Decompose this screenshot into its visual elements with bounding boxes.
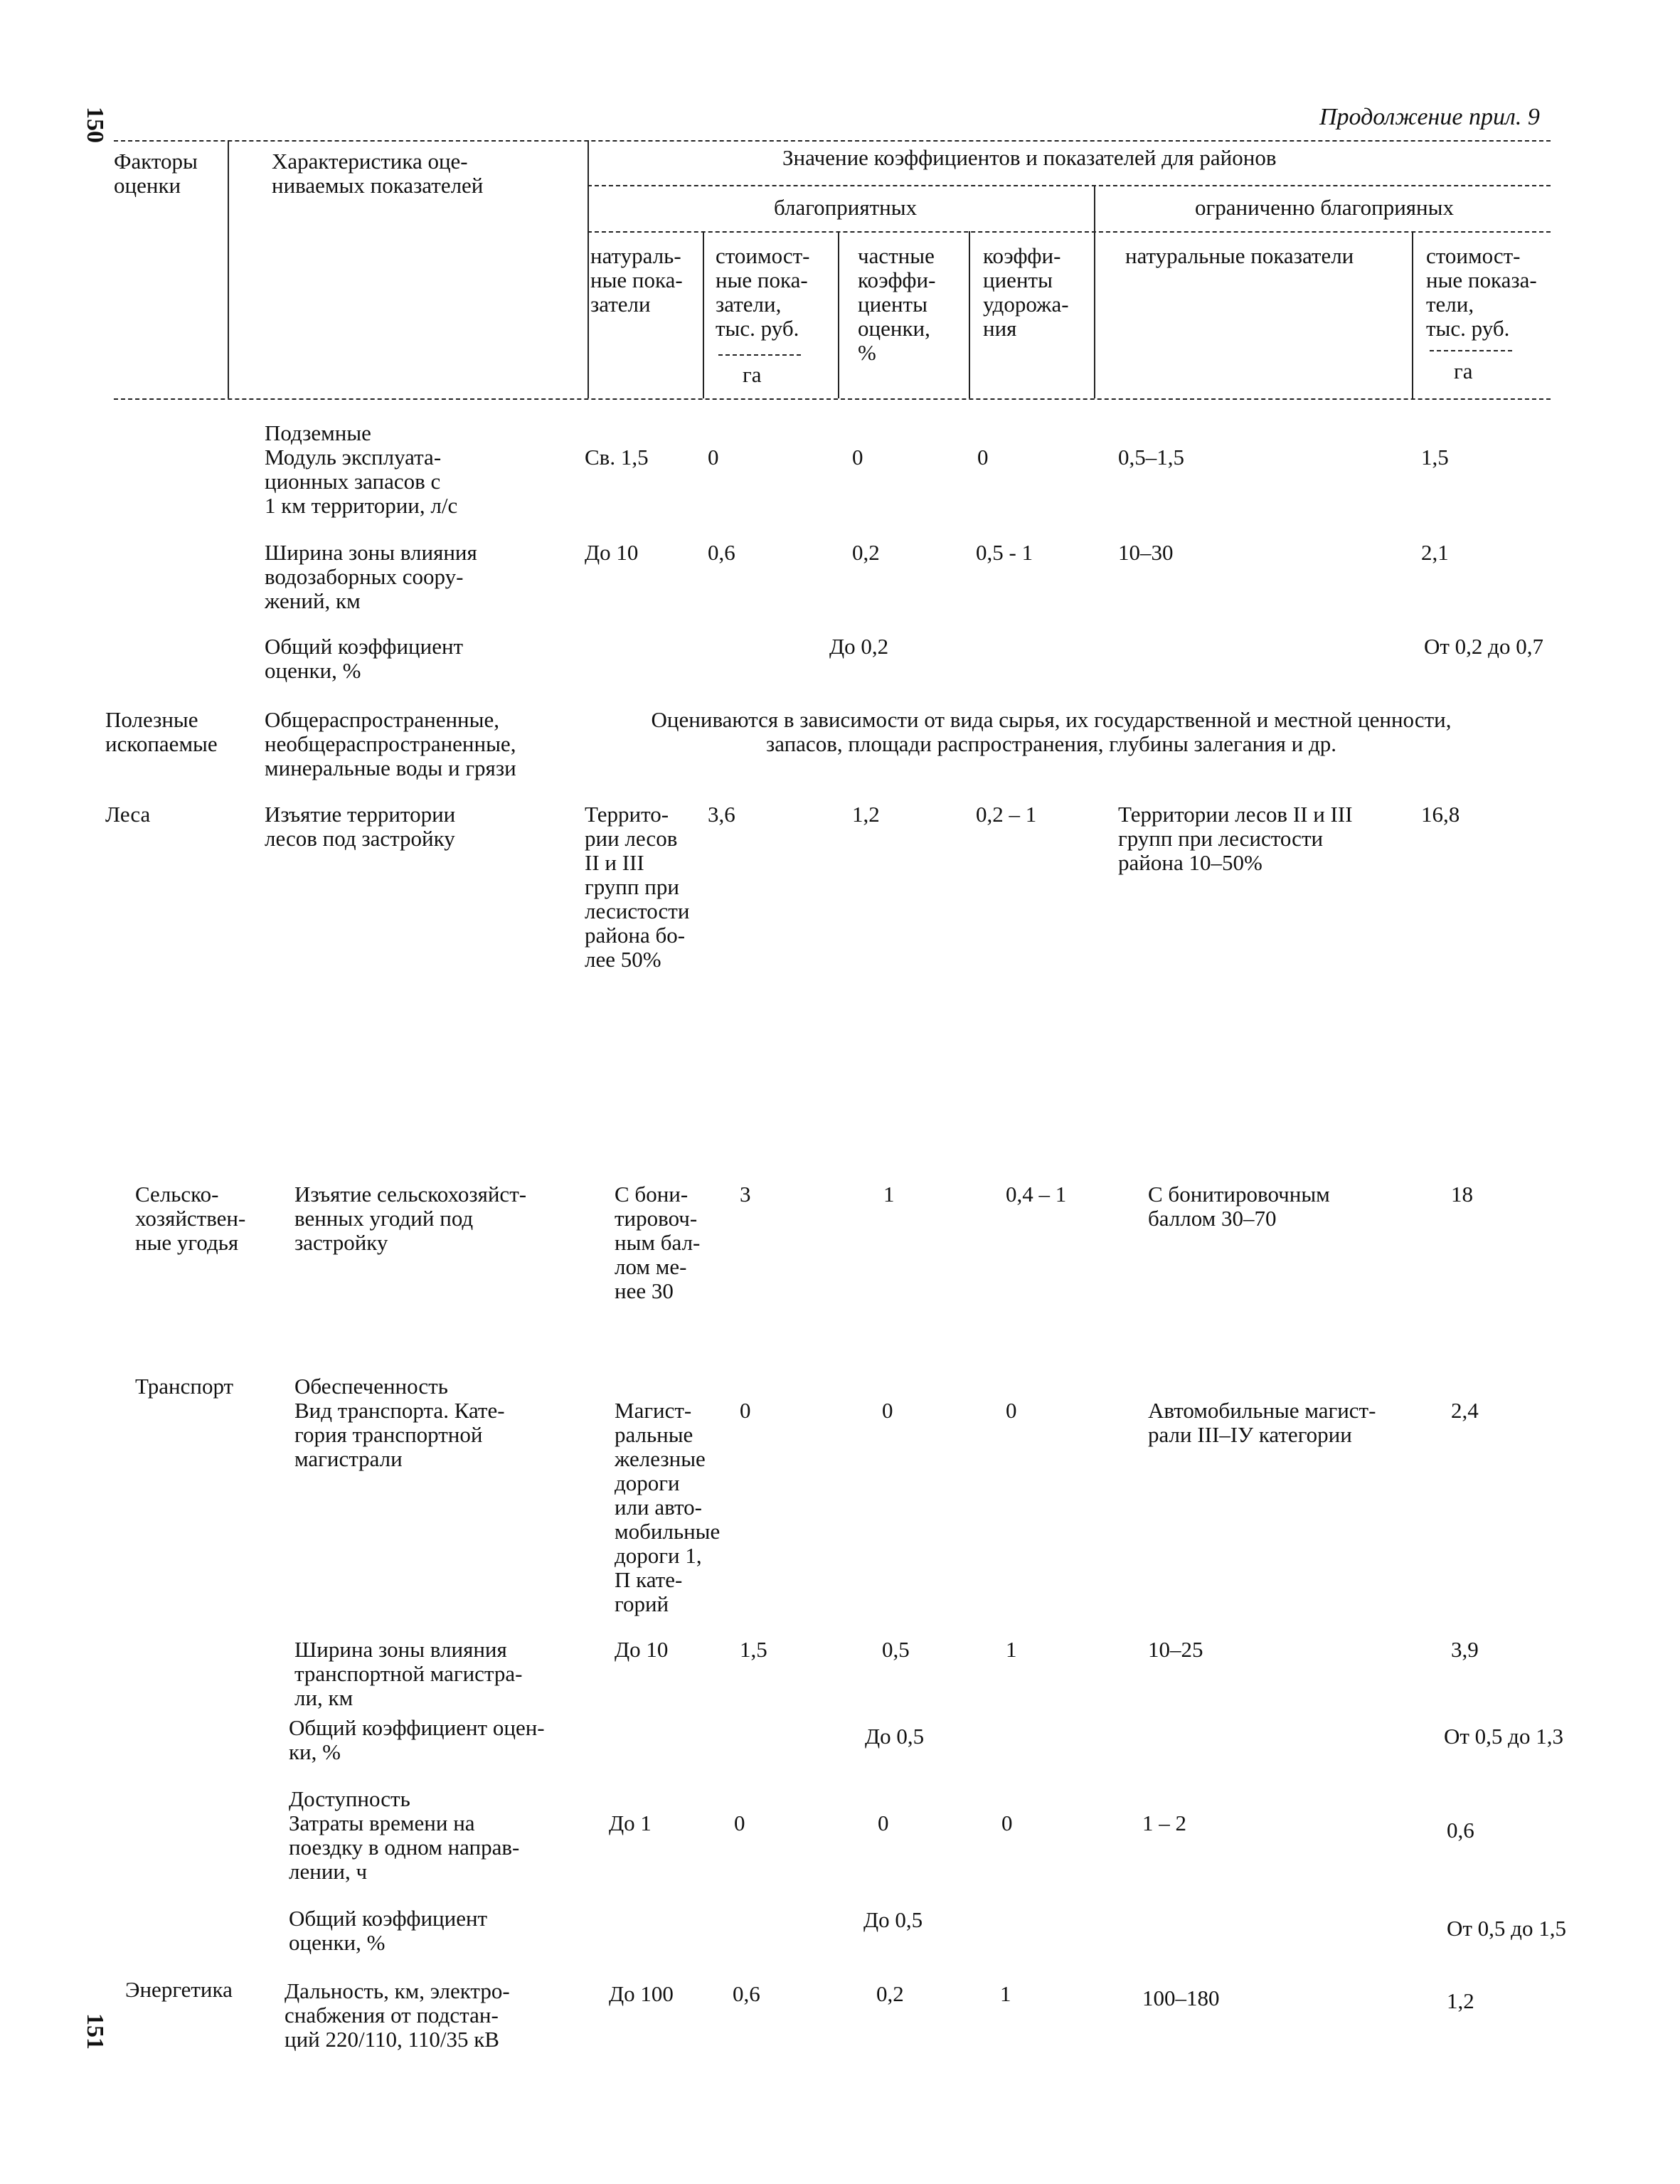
transport-total-favorable: До 0,5	[865, 1724, 925, 1749]
forest-natural: Террито- рии лесов II и III групп при лесистости района бо- лее 50%	[585, 802, 690, 972]
header-col-line-2	[588, 140, 589, 398]
intake-zone-lim-cost: 2,1	[1421, 540, 1449, 565]
access-rise: 0	[1001, 1811, 1013, 1835]
forest-cost: 3,6	[708, 802, 735, 827]
energy-lim-cost: 1,2	[1447, 1988, 1474, 2013]
energy-factor: Энергетика	[125, 1977, 233, 2002]
forest-lim-cost: 16,8	[1421, 802, 1460, 827]
agri-partial: 1	[883, 1182, 895, 1207]
underground-lim-cost: 1,5	[1421, 445, 1449, 470]
agri-rise: 0,4 – 1	[1006, 1182, 1067, 1207]
access-cost: 0	[734, 1811, 745, 1835]
header-top-rule	[114, 140, 1551, 142]
transport-total-char: Общий коэффициент оцен- ки, %	[289, 1715, 545, 1764]
header-rule-3	[588, 231, 1551, 233]
access-char: Доступность Затраты времени на поездку в одном направ- лении, ч	[289, 1786, 520, 1884]
header-rule-2	[588, 185, 1551, 186]
energy-rise: 1	[1000, 1981, 1011, 2006]
minerals-factor: Полезные ископаемые	[105, 707, 218, 756]
transport-factor: Транспорт	[135, 1374, 234, 1399]
transport-zone-natural: До 10	[615, 1637, 669, 1662]
energy-cost: 0,6	[733, 1981, 760, 2006]
water-total-char: Общий коэффициент оценки, %	[265, 634, 464, 683]
access-natural: До 1	[609, 1811, 652, 1835]
access-total-favorable: До 0,5	[863, 1907, 923, 1932]
transport-zone-rise: 1	[1006, 1637, 1017, 1662]
header-natural: натураль- ные пока- затели	[590, 243, 683, 317]
access-lim-cost: 0,6	[1447, 1818, 1474, 1843]
agri-char: Изъятие сельскохозяйст- венных угодий под застройку	[294, 1182, 527, 1255]
agri-lim-cost: 18	[1451, 1182, 1473, 1207]
forest-rise: 0,2 – 1	[976, 802, 1037, 827]
underground-partial: 0	[852, 445, 863, 470]
agri-cost: 3	[740, 1182, 751, 1207]
header-limited: ограниченно благоприяных	[1195, 195, 1454, 220]
header-col-line-4	[838, 231, 839, 398]
transport-total-limited: От 0,5 до 1,3	[1444, 1724, 1563, 1749]
agri-lim-natural: С бонитировочным баллом 30–70	[1148, 1182, 1330, 1231]
header-col-line-1	[228, 140, 229, 398]
underground-rise: 0	[977, 445, 989, 470]
transport-partial: 0	[882, 1398, 893, 1423]
agri-factor: Сельско- хозяйствен- ные угодья	[135, 1182, 246, 1255]
transport-zone-lim-natural: 10–25	[1148, 1637, 1203, 1662]
agri-natural: С бони- тировоч- ным бал- лом ме- нее 30	[615, 1182, 701, 1303]
intake-zone-partial: 0,2	[852, 540, 880, 565]
underground-cost: 0	[708, 445, 719, 470]
forest-lim-natural: Территории лесов II и III групп при лесистости района 10–50%	[1118, 802, 1353, 875]
minerals-char: Общераспространенные, необщераспространенные, минеральные воды и грязи	[265, 707, 516, 780]
header-lim-cost: стоимост- ные показа- тели, тыс. руб.	[1426, 243, 1537, 341]
top-page-number: 150	[82, 107, 108, 143]
header-col-line-5	[969, 231, 970, 398]
intake-zone-cost: 0,6	[708, 540, 735, 565]
access-total-limited: От 0,5 до 1,5	[1447, 1916, 1566, 1941]
header-rise: коэффи- циенты удорожа- ния	[983, 243, 1069, 341]
access-partial: 0	[878, 1811, 889, 1835]
access-total-char: Общий коэффициент оценки, %	[289, 1906, 488, 1955]
energy-char: Дальность, км, электро- снабжения от подстан- ций 220/110, 110/35 кВ	[285, 1978, 510, 2052]
header-cost: стоимост- ные пока- затели, тыс. руб.	[716, 243, 810, 341]
energy-partial: 0,2	[876, 1981, 904, 2006]
forest-factor: Леса	[105, 802, 151, 827]
minerals-note: Оцениваются в зависимости от вида сырья, их государственной и местной ценности, запасов, площади распространения, глубины залегания и др.	[651, 707, 1452, 756]
intake-zone-lim-natural: 10–30	[1118, 540, 1174, 565]
header-characteristic: Характеристика оце- ниваемых показателей	[272, 149, 484, 198]
intake-zone-char: Ширина зоны влияния водозаборных соору- жений, км	[265, 540, 477, 613]
transport-zone-partial: 0,5	[882, 1637, 910, 1662]
energy-natural: До 100	[609, 1981, 674, 2006]
intake-zone-natural: До 10	[585, 540, 639, 565]
header-col-line-6	[1094, 185, 1095, 398]
forest-partial: 1,2	[852, 802, 880, 827]
underground-char: Подземные Модуль эксплуата- ционных запасов с 1 км территории, л/с	[265, 420, 458, 518]
underground-lim-natural: 0,5–1,5	[1118, 445, 1184, 470]
transport-cost: 0	[740, 1398, 751, 1423]
header-favorable: благоприятных	[774, 195, 918, 220]
energy-lim-natural: 100–180	[1142, 1986, 1220, 2010]
continuation-label: Продолжение прил. 9	[1319, 104, 1540, 130]
header-col-line-7	[1412, 231, 1413, 398]
header-lim-cost-rule	[1430, 350, 1512, 351]
header-lim-natural: натуральные показатели	[1125, 243, 1354, 268]
water-total-limited: От 0,2 до 0,7	[1424, 634, 1543, 659]
transport-char: Обеспеченность Вид транспорта. Кате- гория транспортной магистрали	[294, 1374, 505, 1471]
transport-lim-natural: Автомобильные магист- рали III–IУ категории	[1148, 1398, 1376, 1447]
intake-zone-rise: 0,5 - 1	[976, 540, 1033, 565]
transport-zone-lim-cost: 3,9	[1451, 1637, 1479, 1662]
header-factors: Факторы оценки	[114, 149, 198, 198]
forest-char: Изъятие территории лесов под застройку	[265, 802, 456, 851]
transport-zone-char: Ширина зоны влияния транспортной магистра- ли, км	[294, 1637, 523, 1710]
access-lim-natural: 1 – 2	[1142, 1811, 1186, 1835]
transport-rise: 0	[1006, 1398, 1017, 1423]
header-partial: частные коэффи- циенты оценки, %	[858, 243, 936, 365]
water-total-favorable: До 0,2	[829, 634, 889, 659]
transport-natural: Магист- ральные железные дороги или авто- мобильные дороги 1, П кате- горий	[615, 1398, 721, 1616]
header-cost-unit: га	[743, 362, 762, 387]
header-values-title: Значение коэффициентов и показателей для районов	[782, 145, 1277, 170]
underground-natural: Св. 1,5	[585, 445, 649, 470]
bottom-page-number: 151	[82, 2013, 108, 2050]
transport-lim-cost: 2,4	[1451, 1398, 1479, 1423]
header-bottom-rule	[114, 398, 1551, 400]
transport-zone-cost: 1,5	[740, 1637, 767, 1662]
header-lim-cost-unit: га	[1454, 359, 1473, 383]
header-col-line-3	[703, 231, 704, 398]
header-cost-rule	[718, 354, 801, 356]
